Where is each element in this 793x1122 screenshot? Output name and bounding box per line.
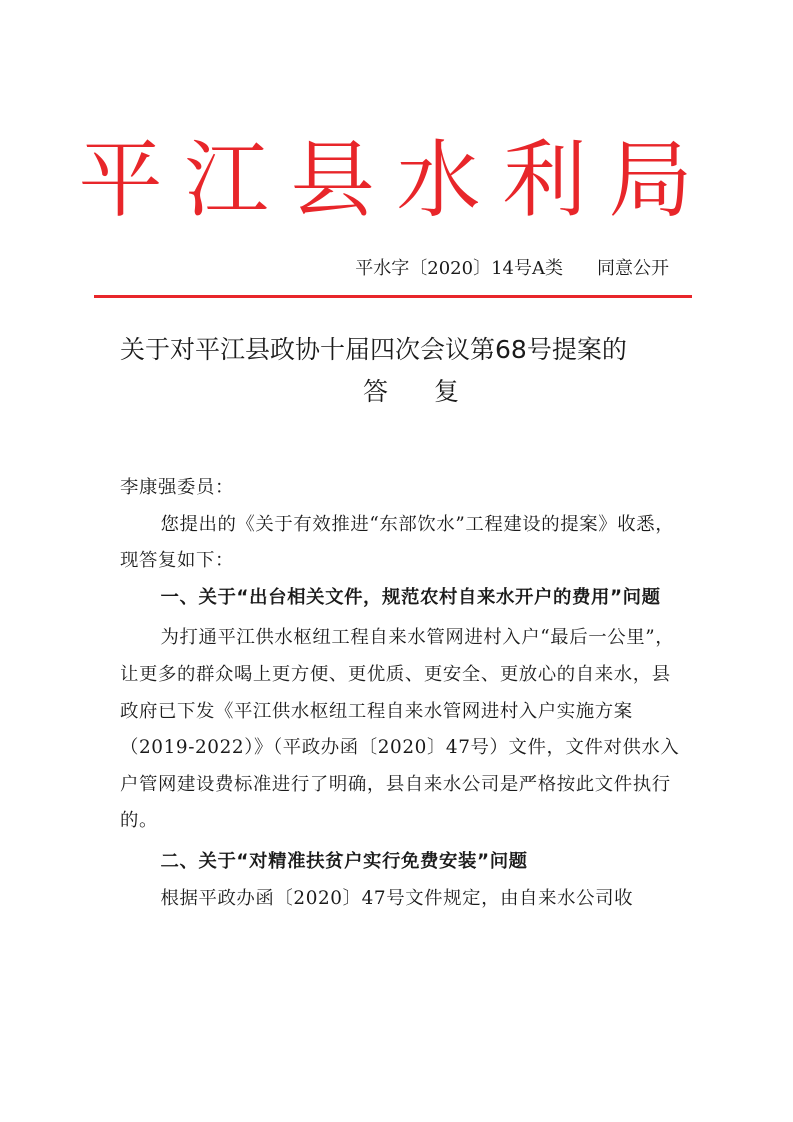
section-1-paragraph: 为打通平江供水枢纽工程自来水管网进村入户“最后一公里”，让更多的群众喝上更方便、更优质、更安全、更放心的自来水，县政府已下发《平江供水枢纽工程自来水管网进村入户实施方案（2019-2022）》（平政办函〔2020〕47号）文件，文件对供水入户管网建设费标准进行了明确，县自来水公司是严格按此文件执行的。	[120, 627, 680, 832]
document-number-line	[355, 256, 669, 282]
document-title-line-1: 关于对平江县政协十届四次会议第68号提案的	[120, 335, 627, 364]
intro-paragraph: 您提出的《关于有效推进“东部饮水”工程建设的提案》收悉，现答复如下：	[120, 513, 675, 572]
section-1-heading: 一、关于“出台相关文件，规范农村自来水开户的费用”问题	[160, 586, 661, 608]
salutation: 李康强委员：	[120, 477, 234, 498]
document-body	[120, 470, 680, 917]
header-red-rule	[94, 295, 692, 298]
document-title-line-2: 答复	[363, 377, 506, 406]
disclosure-status: 同意公开	[597, 258, 669, 279]
document-number: 平水字〔2020〕14号A类	[355, 258, 563, 279]
organization-title: 平江县水利局	[78, 131, 715, 229]
section-2-heading: 二、关于“对精准扶贫户实行免费安装”问题	[160, 850, 528, 872]
section-2-paragraph: 根据平政办函〔2020〕47号文件规定，由自来水公司收	[160, 887, 634, 909]
